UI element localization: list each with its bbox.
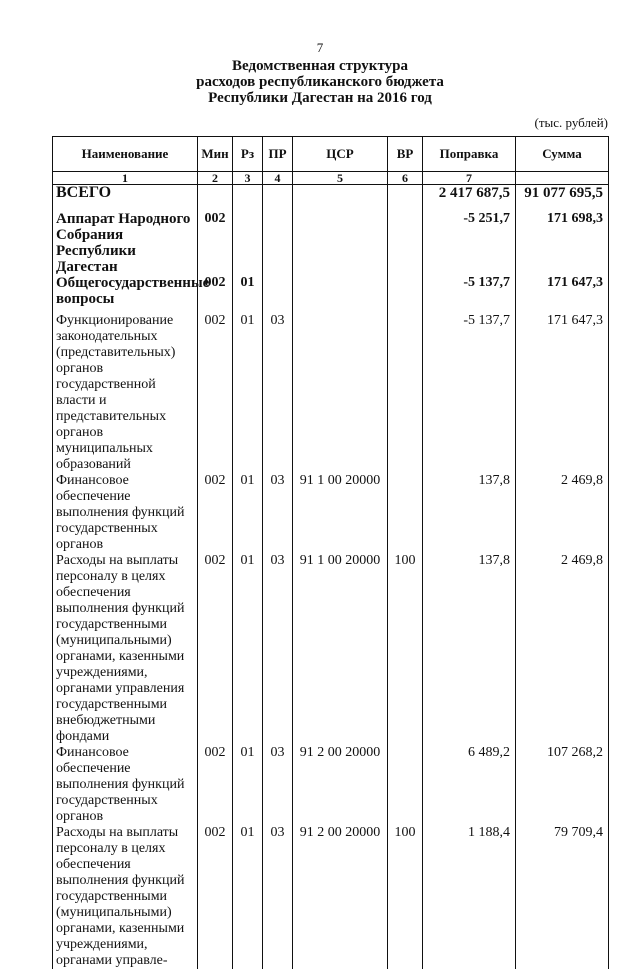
cell-name: Расходы на выплаты персоналу в целях обеспечения выполнения функций государственными (муниципальными) органами, казенными учреждениями, органами управления государственными внебюджетными фондами: [53, 553, 198, 745]
header-pr: ПР: [263, 137, 293, 172]
cell-sum: 171 647,3: [516, 275, 609, 313]
table-row: [53, 553, 609, 745]
document-title: [0, 58, 640, 106]
cell-min: 002: [198, 553, 233, 745]
cell-rz: 01: [233, 553, 263, 745]
cell-amendment: -5 137,7: [423, 275, 516, 313]
table-row: [53, 275, 609, 313]
table-row: [53, 745, 609, 825]
cell-vr: [388, 185, 423, 212]
cell-rz: 01: [233, 313, 263, 473]
cell-pr: 03: [263, 473, 293, 553]
table-row: [53, 313, 609, 473]
cell-vr: [388, 473, 423, 553]
cell-amendment: 2 417 687,5: [423, 185, 516, 212]
cell-min: 002: [198, 313, 233, 473]
cell-pr: [263, 211, 293, 275]
cell-csr: [293, 275, 388, 313]
column-number: [516, 172, 609, 185]
cell-amendment: -5 137,7: [423, 313, 516, 473]
cell-min: [198, 185, 233, 212]
cell-name: ВСЕГО: [53, 185, 198, 212]
title-line-2: расходов республиканского бюджета: [196, 74, 444, 90]
cell-vr: [388, 313, 423, 473]
header-csr: ЦСР: [293, 137, 388, 172]
header-rz: Рз: [233, 137, 263, 172]
header-amendment: Поправка: [423, 137, 516, 172]
cell-vr: 100: [388, 553, 423, 745]
cell-amendment: 1 188,4: [423, 825, 516, 969]
cell-min: 002: [198, 275, 233, 313]
cell-csr: [293, 211, 388, 275]
cell-min: 002: [198, 745, 233, 825]
cell-name: Расходы на выплаты персоналу в целях обеспечения выполнения функций государственными (муниципальными) органами, казенными учреждениями, органами управле-: [53, 825, 198, 969]
column-number: 3: [233, 172, 263, 185]
cell-sum: 79 709,4: [516, 825, 609, 969]
cell-csr: 91 1 00 20000: [293, 473, 388, 553]
cell-csr: 91 2 00 20000: [293, 745, 388, 825]
cell-vr: [388, 275, 423, 313]
cell-name: Финансовое обеспечение выполнения функций государственных органов: [53, 473, 198, 553]
cell-rz: [233, 211, 263, 275]
cell-rz: 01: [233, 275, 263, 313]
cell-sum: 91 077 695,5: [516, 185, 609, 212]
header-min: Мин: [198, 137, 233, 172]
cell-amendment: 137,8: [423, 553, 516, 745]
budget-table: [52, 136, 609, 969]
table-row: [53, 473, 609, 553]
cell-vr: [388, 211, 423, 275]
cell-name: Финансовое обеспечение выполнения функций государственных органов: [53, 745, 198, 825]
units-label: (тыс. рублей): [534, 115, 608, 130]
cell-min: 002: [198, 211, 233, 275]
cell-sum: 2 469,8: [516, 553, 609, 745]
column-number: 7: [423, 172, 516, 185]
cell-vr: [388, 745, 423, 825]
cell-min: 002: [198, 473, 233, 553]
cell-rz: [233, 185, 263, 212]
header-sum: Сумма: [516, 137, 609, 172]
cell-rz: 01: [233, 825, 263, 969]
cell-amendment: 137,8: [423, 473, 516, 553]
cell-csr: 91 1 00 20000: [293, 553, 388, 745]
cell-name: Функционирование законодательных (представительных) органов государственной власти и представительных органов муниципальных образований: [53, 313, 198, 473]
cell-pr: 03: [263, 745, 293, 825]
cell-rz: 01: [233, 473, 263, 553]
cell-csr: [293, 313, 388, 473]
cell-rz: 01: [233, 745, 263, 825]
column-number: 2: [198, 172, 233, 185]
table-row: [53, 185, 609, 212]
cell-name: Аппарат Народного Собрания Республики Дагестан: [53, 211, 198, 275]
cell-amendment: 6 489,2: [423, 745, 516, 825]
title-line-1: Ведомственная структура: [232, 58, 408, 74]
column-number-row: [53, 172, 609, 185]
cell-pr: [263, 185, 293, 212]
column-number: 1: [53, 172, 198, 185]
cell-pr: 03: [263, 313, 293, 473]
column-number: 5: [293, 172, 388, 185]
table-row: [53, 825, 609, 969]
header-vr: ВР: [388, 137, 423, 172]
header-row: [53, 137, 609, 172]
cell-pr: [263, 275, 293, 313]
cell-pr: 03: [263, 825, 293, 969]
cell-sum: 171 698,3: [516, 211, 609, 275]
cell-min: 002: [198, 825, 233, 969]
cell-sum: 2 469,8: [516, 473, 609, 553]
cell-csr: 91 2 00 20000: [293, 825, 388, 969]
column-number: 6: [388, 172, 423, 185]
table-row: [53, 211, 609, 275]
header-name: Наименование: [53, 137, 198, 172]
cell-amendment: -5 251,7: [423, 211, 516, 275]
cell-name: Общегосударственные вопросы: [53, 275, 198, 313]
page-number: 7: [316, 40, 324, 55]
cell-csr: [293, 185, 388, 212]
cell-sum: 171 647,3: [516, 313, 609, 473]
column-number: 4: [263, 172, 293, 185]
cell-vr: 100: [388, 825, 423, 969]
cell-sum: 107 268,2: [516, 745, 609, 825]
title-line-3: Республики Дагестан на 2016 год: [208, 90, 432, 106]
cell-pr: 03: [263, 553, 293, 745]
